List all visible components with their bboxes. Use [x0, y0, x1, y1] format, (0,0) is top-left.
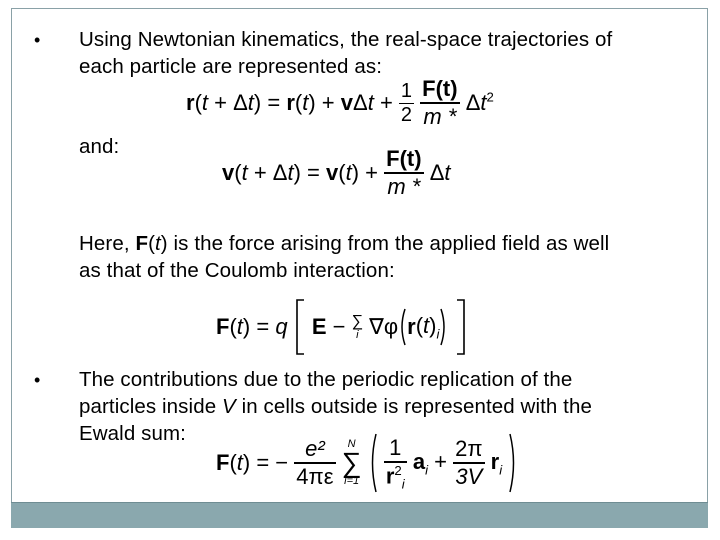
fraction-force-over-mass: $\frac{F(t)}{m *}$	[422, 76, 458, 129]
left-paren	[398, 307, 407, 347]
fraction-one-half: $\frac{1}{2}$	[400, 79, 413, 126]
right-paren-ewald	[508, 432, 518, 494]
paragraph-3-line-1: The contributions due to the periodic replication of the	[79, 368, 573, 391]
paragraph-1-line-2: each particle are represented as:	[79, 55, 383, 78]
paragraph-1	[79, 26, 612, 80]
equation-position: r(t + Δt) = r(t) + vΔt + $\frac{1}{2}$ $\frac{F(t)}{m *}$ $\Delta t^2$	[186, 76, 494, 129]
paragraph-1-line-1: Using Newtonian kinematics, the real-space trajectories of	[79, 28, 613, 51]
and-label: and:	[79, 135, 120, 158]
paragraph-2	[79, 230, 609, 284]
equation-velocity: v(t + Δt) = v(t) + $\frac{F(t)}{m *}$ Δt	[222, 146, 451, 199]
fraction-2pi-over-3V: $\frac{2\pi}{3V}$	[455, 436, 483, 489]
equation-ewald-sum: F(t) = − $\frac{\text{e²}}{4\pi\varepsilon}$ N ∑ i=1 $\frac{1}{r^2_i}$ $a_i$ + $\frac{2\pi}{3V}$ $r_i$	[216, 432, 518, 496]
bullet-2: •	[34, 370, 41, 390]
equation-force-coulomb: F(t) = q E − ∑ i ∇φ $r(t)_i$	[216, 298, 467, 356]
summation-sign: ∑ i	[351, 312, 364, 341]
left-bracket	[294, 298, 306, 356]
left-paren-ewald	[368, 432, 378, 494]
fraction-one-over-r2: $\frac{1}{r^2_i}$	[385, 434, 405, 492]
right-paren	[439, 307, 448, 347]
bullet-1: •	[34, 30, 41, 50]
paragraph-2-line-1: Here, F(t) is the force arising from the applied field as well	[79, 232, 610, 255]
right-bracket	[455, 298, 467, 356]
summation-sign-ewald: N ∑ i=1	[341, 438, 362, 487]
paragraph-3-line-3: Ewald sum:	[79, 422, 186, 445]
fraction-e2-over-4pi-eps: $\frac{\text{e²}}{4\pi\varepsilon}$	[296, 436, 334, 489]
fraction-force-over-mass-2: $\frac{F(t)}{m *}$	[386, 146, 422, 199]
paragraph-2-line-2: as that of the Coulomb interaction:	[79, 259, 395, 282]
paragraph-3-line-2: particles inside V in cells outside is represented with the	[79, 395, 592, 418]
footer-bar	[11, 502, 708, 528]
